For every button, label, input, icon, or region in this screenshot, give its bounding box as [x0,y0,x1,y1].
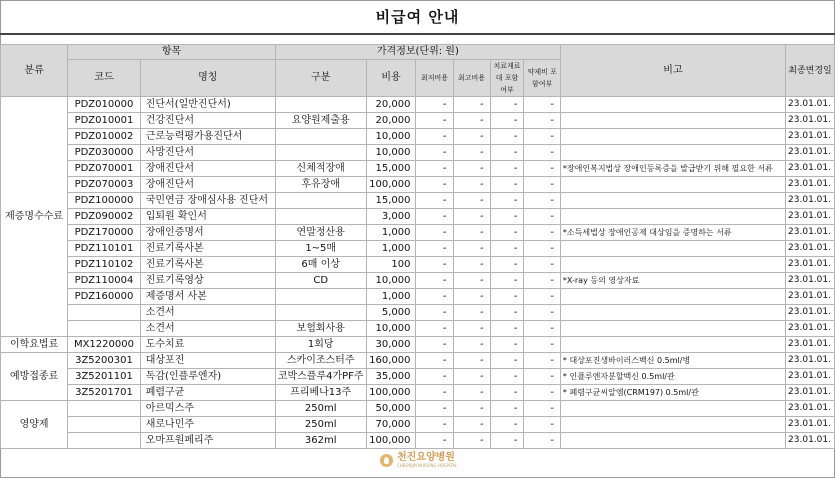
row-material: - [490,241,524,257]
header-category: 분류 [1,45,68,97]
header-type: 구분 [275,60,366,97]
row-price: 10,000 [366,273,416,289]
row-drug: - [524,241,560,257]
row-date: 23.01.01. [785,129,834,145]
row-max-cost: - [453,305,490,321]
row-drug: - [524,97,560,113]
row-name: 소견서 [140,305,275,321]
row-max-cost: - [453,145,490,161]
row-drug: - [524,305,560,321]
row-code [68,417,141,433]
row-drug: - [524,289,560,305]
row-code: PDZ170000 [68,225,141,241]
row-max-cost: - [453,385,490,401]
row-type: 요양원제출용 [275,113,366,129]
row-price: 100,000 [366,177,416,193]
row-name: 소견서 [140,321,275,337]
row-price: 15,000 [366,161,416,177]
table-row [1,129,835,145]
table-row [1,113,835,129]
row-price: 15,000 [366,193,416,209]
row-price: 10,000 [366,129,416,145]
row-name: 진료기록사본 [140,257,275,273]
row-type: 신체적장애 [275,161,366,177]
row-code [68,321,141,337]
row-date: 23.01.01. [785,433,834,449]
row-remark: * 대상포진생바이러스백신 0.5ml/병 [560,353,785,369]
row-code: PDZ070003 [68,177,141,193]
row-drug: - [524,417,560,433]
row-date: 23.01.01. [785,177,834,193]
table-row [1,241,835,257]
row-min-cost: - [416,353,453,369]
row-min-cost: - [416,417,453,433]
row-drug: - [524,273,560,289]
row-price: 160,000 [366,353,416,369]
row-remark [560,193,785,209]
row-material: - [490,433,524,449]
row-drug: - [524,433,560,449]
row-name: 오마프원페리주 [140,433,275,449]
row-price: 3,000 [366,209,416,225]
row-material: - [490,113,524,129]
row-min-cost: - [416,113,453,129]
row-min-cost: - [416,305,453,321]
row-price: 10,000 [366,145,416,161]
row-drug: - [524,401,560,417]
row-drug: - [524,161,560,177]
row-material: - [490,209,524,225]
row-date: 23.01.01. [785,321,834,337]
row-remark [560,177,785,193]
row-name: 독감(인플루엔자) [140,369,275,385]
row-material: - [490,385,524,401]
row-material: - [490,273,524,289]
header-price-group: 가격정보(단위: 원) [275,45,560,60]
row-date: 23.01.01. [785,305,834,321]
hospital-subtitle: CHEONJIN NURSING HOSPITAL [397,463,458,468]
row-min-cost: - [416,337,453,353]
row-category: 제증명수수료 [1,97,68,337]
row-price: 70,000 [366,417,416,433]
row-code: PDZ110102 [68,257,141,273]
row-date: 23.01.01. [785,289,834,305]
row-remark: * 폐렴구균씨알엠(CRM197) 0.5ml/관 [560,385,785,401]
row-min-cost: - [416,321,453,337]
row-remark: *X-ray 등의 영상자료 [560,273,785,289]
header-remarks: 비고 [560,45,785,97]
table-row [1,97,835,113]
row-material: - [490,257,524,273]
row-name: 근로능력평가용진단서 [140,129,275,145]
row-material: - [490,337,524,353]
row-type: CD [275,273,366,289]
row-max-cost: - [453,257,490,273]
row-code [68,433,141,449]
row-name: 장애인증명서 [140,225,275,241]
row-min-cost: - [416,385,453,401]
row-name: 국민연금 장애심사용 진단서 [140,193,275,209]
row-type: 250ml [275,401,366,417]
row-type: 250ml [275,417,366,433]
row-date: 23.01.01. [785,145,834,161]
row-date: 23.01.01. [785,161,834,177]
row-max-cost: - [453,417,490,433]
row-material: - [490,161,524,177]
table-row [1,337,835,353]
row-code: PDZ030000 [68,145,141,161]
row-name: 도수치료 [140,337,275,353]
table-row [1,161,835,177]
row-code: PDZ010000 [68,97,141,113]
row-remark: * 인플루엔자분할백신 0.5ml/관 [560,369,785,385]
row-price: 10,000 [366,321,416,337]
header-item-group: 항목 [68,45,276,60]
table-row [1,193,835,209]
row-min-cost: - [416,177,453,193]
row-min-cost: - [416,369,453,385]
row-max-cost: - [453,273,490,289]
row-type [275,305,366,321]
row-material: - [490,129,524,145]
row-date: 23.01.01. [785,97,834,113]
row-date: 23.01.01. [785,193,834,209]
row-drug: - [524,193,560,209]
row-material: - [490,401,524,417]
row-price: 1,000 [366,241,416,257]
row-drug: - [524,145,560,161]
table-row [1,289,835,305]
row-type: 후유장애 [275,177,366,193]
row-remark [560,113,785,129]
table-row [1,385,835,401]
row-name: 제증명서 사본 [140,289,275,305]
row-price: 35,000 [366,369,416,385]
row-name: 진단서(일반진단서) [140,97,275,113]
row-type [275,145,366,161]
header-code: 코드 [68,60,141,97]
row-material: - [490,417,524,433]
row-remark [560,401,785,417]
row-max-cost: - [453,337,490,353]
row-drug: - [524,369,560,385]
row-price: 50,000 [366,401,416,417]
row-name: 폐렴구균 [140,385,275,401]
row-type: 스카이조스터주 [275,353,366,369]
row-material: - [490,177,524,193]
table-body [1,97,835,449]
row-material: - [490,97,524,113]
row-max-cost: - [453,433,490,449]
row-min-cost: - [416,225,453,241]
row-date: 23.01.01. [785,401,834,417]
row-date: 23.01.01. [785,337,834,353]
row-min-cost: - [416,97,453,113]
row-max-cost: - [453,193,490,209]
row-name: 진료기록영상 [140,273,275,289]
row-name: 장애진단서 [140,177,275,193]
row-min-cost: - [416,401,453,417]
row-code: PDZ110101 [68,241,141,257]
row-max-cost: - [453,209,490,225]
row-remark [560,305,785,321]
row-price: 1,000 [366,289,416,305]
row-date: 23.01.01. [785,385,834,401]
row-type: 1회당 [275,337,366,353]
table-row [1,305,835,321]
row-drug: - [524,129,560,145]
row-name: 장애진단서 [140,161,275,177]
page-title: 비급여 안내 [375,8,460,26]
row-price: 20,000 [366,97,416,113]
row-material: - [490,193,524,209]
row-remark [560,433,785,449]
table-row [1,433,835,449]
row-price: 20,000 [366,113,416,129]
row-date: 23.01.01. [785,241,834,257]
row-min-cost: - [416,129,453,145]
row-min-cost: - [416,145,453,161]
row-max-cost: - [453,321,490,337]
row-drug: - [524,177,560,193]
header-material: 치료재료대 포함여부 [490,60,524,97]
row-date: 23.01.01. [785,225,834,241]
row-max-cost: - [453,97,490,113]
row-code [68,305,141,321]
table-row [1,145,835,161]
row-category: 예방접종료 [1,353,68,401]
row-material: - [490,353,524,369]
row-remark [560,337,785,353]
row-max-cost: - [453,113,490,129]
row-drug: - [524,225,560,241]
row-price: 1,000 [366,225,416,241]
row-type [275,97,366,113]
row-date: 23.01.01. [785,353,834,369]
row-type: 코박스플루4가PF주 [275,369,366,385]
row-remark [560,257,785,273]
row-remark [560,209,785,225]
row-type: 연말정산용 [275,225,366,241]
row-price: 100,000 [366,433,416,449]
row-type [275,209,366,225]
row-category: 이학요법료 [1,337,68,353]
row-date: 23.01.01. [785,257,834,273]
row-drug: - [524,209,560,225]
row-remark: *소득세법상 장애인공제 대상임을 증명하는 서류 [560,225,785,241]
row-max-cost: - [453,225,490,241]
row-max-cost: - [453,129,490,145]
header-last-changed: 최종변경일 [785,45,834,97]
row-code: PDZ010001 [68,113,141,129]
row-type: 6매 이상 [275,257,366,273]
row-type: 1~5매 [275,241,366,257]
row-remark [560,97,785,113]
row-drug: - [524,337,560,353]
row-min-cost: - [416,433,453,449]
row-remark [560,129,785,145]
row-material: - [490,321,524,337]
row-max-cost: - [453,289,490,305]
row-code: 3Z5201101 [68,369,141,385]
table-row [1,353,835,369]
table-row [1,401,835,417]
table-row [1,257,835,273]
table-row [1,273,835,289]
row-type [275,289,366,305]
row-date: 23.01.01. [785,417,834,433]
row-max-cost: - [453,161,490,177]
header-cost: 비용 [366,60,416,97]
row-code: PDZ160000 [68,289,141,305]
row-code: PDZ090002 [68,209,141,225]
row-drug: - [524,385,560,401]
row-price: 100 [366,257,416,273]
row-remark: *장애인복지법상 장애인등록증을 발급받기 위해 필요한 서류 [560,161,785,177]
row-remark [560,417,785,433]
row-name: 사망진단서 [140,145,275,161]
table-row [1,369,835,385]
row-remark [560,321,785,337]
row-type [275,129,366,145]
row-name: 건강진단서 [140,113,275,129]
row-max-cost: - [453,177,490,193]
row-min-cost: - [416,209,453,225]
row-code: PDZ070001 [68,161,141,177]
row-price: 30,000 [366,337,416,353]
row-code: 3Z5201701 [68,385,141,401]
row-max-cost: - [453,353,490,369]
table-row [1,225,835,241]
row-min-cost: - [416,161,453,177]
row-name: 진료기록사본 [140,241,275,257]
row-min-cost: - [416,273,453,289]
header-drug: 약제비 포함여부 [524,60,560,97]
header-max-cost: 최고비용 [453,60,490,97]
title-divider [0,33,835,35]
header-min-cost: 최저비용 [416,60,453,97]
hospital-logo [380,453,457,468]
row-name: 대상포진 [140,353,275,369]
row-date: 23.01.01. [785,369,834,385]
row-code: MX1220000 [68,337,141,353]
row-drug: - [524,321,560,337]
row-material: - [490,225,524,241]
row-remark [560,145,785,161]
row-drug: - [524,113,560,129]
row-type: 362ml [275,433,366,449]
table-row [1,417,835,433]
row-type [275,193,366,209]
row-price: 5,000 [366,305,416,321]
row-material: - [490,369,524,385]
hospital-logo-icon [380,454,393,467]
row-drug: - [524,353,560,369]
row-max-cost: - [453,369,490,385]
row-code: 3Z5200301 [68,353,141,369]
row-min-cost: - [416,193,453,209]
row-date: 23.01.01. [785,273,834,289]
row-remark [560,289,785,305]
row-date: 23.01.01. [785,209,834,225]
row-name: 입퇴원 확인서 [140,209,275,225]
row-type: 프리베나13주 [275,385,366,401]
row-min-cost: - [416,241,453,257]
row-material: - [490,289,524,305]
row-min-cost: - [416,289,453,305]
row-name: 새로나민주 [140,417,275,433]
row-min-cost: - [416,257,453,273]
row-name: 아르믹스주 [140,401,275,417]
row-code: PDZ110004 [68,273,141,289]
table-row [1,177,835,193]
row-category: 영양제 [1,401,68,449]
table-row [1,209,835,225]
row-price: 100,000 [366,385,416,401]
row-type: 보험회사용 [275,321,366,337]
hospital-name: 천진요양병원 [397,452,455,463]
table-row [1,321,835,337]
row-code: PDZ100000 [68,193,141,209]
row-drug: - [524,257,560,273]
row-date: 23.01.01. [785,113,834,129]
row-code [68,401,141,417]
row-remark [560,241,785,257]
row-material: - [490,305,524,321]
row-max-cost: - [453,401,490,417]
price-table [0,44,835,449]
row-max-cost: - [453,241,490,257]
row-material: - [490,145,524,161]
row-code: PDZ010002 [68,129,141,145]
header-name: 명칭 [140,60,275,97]
